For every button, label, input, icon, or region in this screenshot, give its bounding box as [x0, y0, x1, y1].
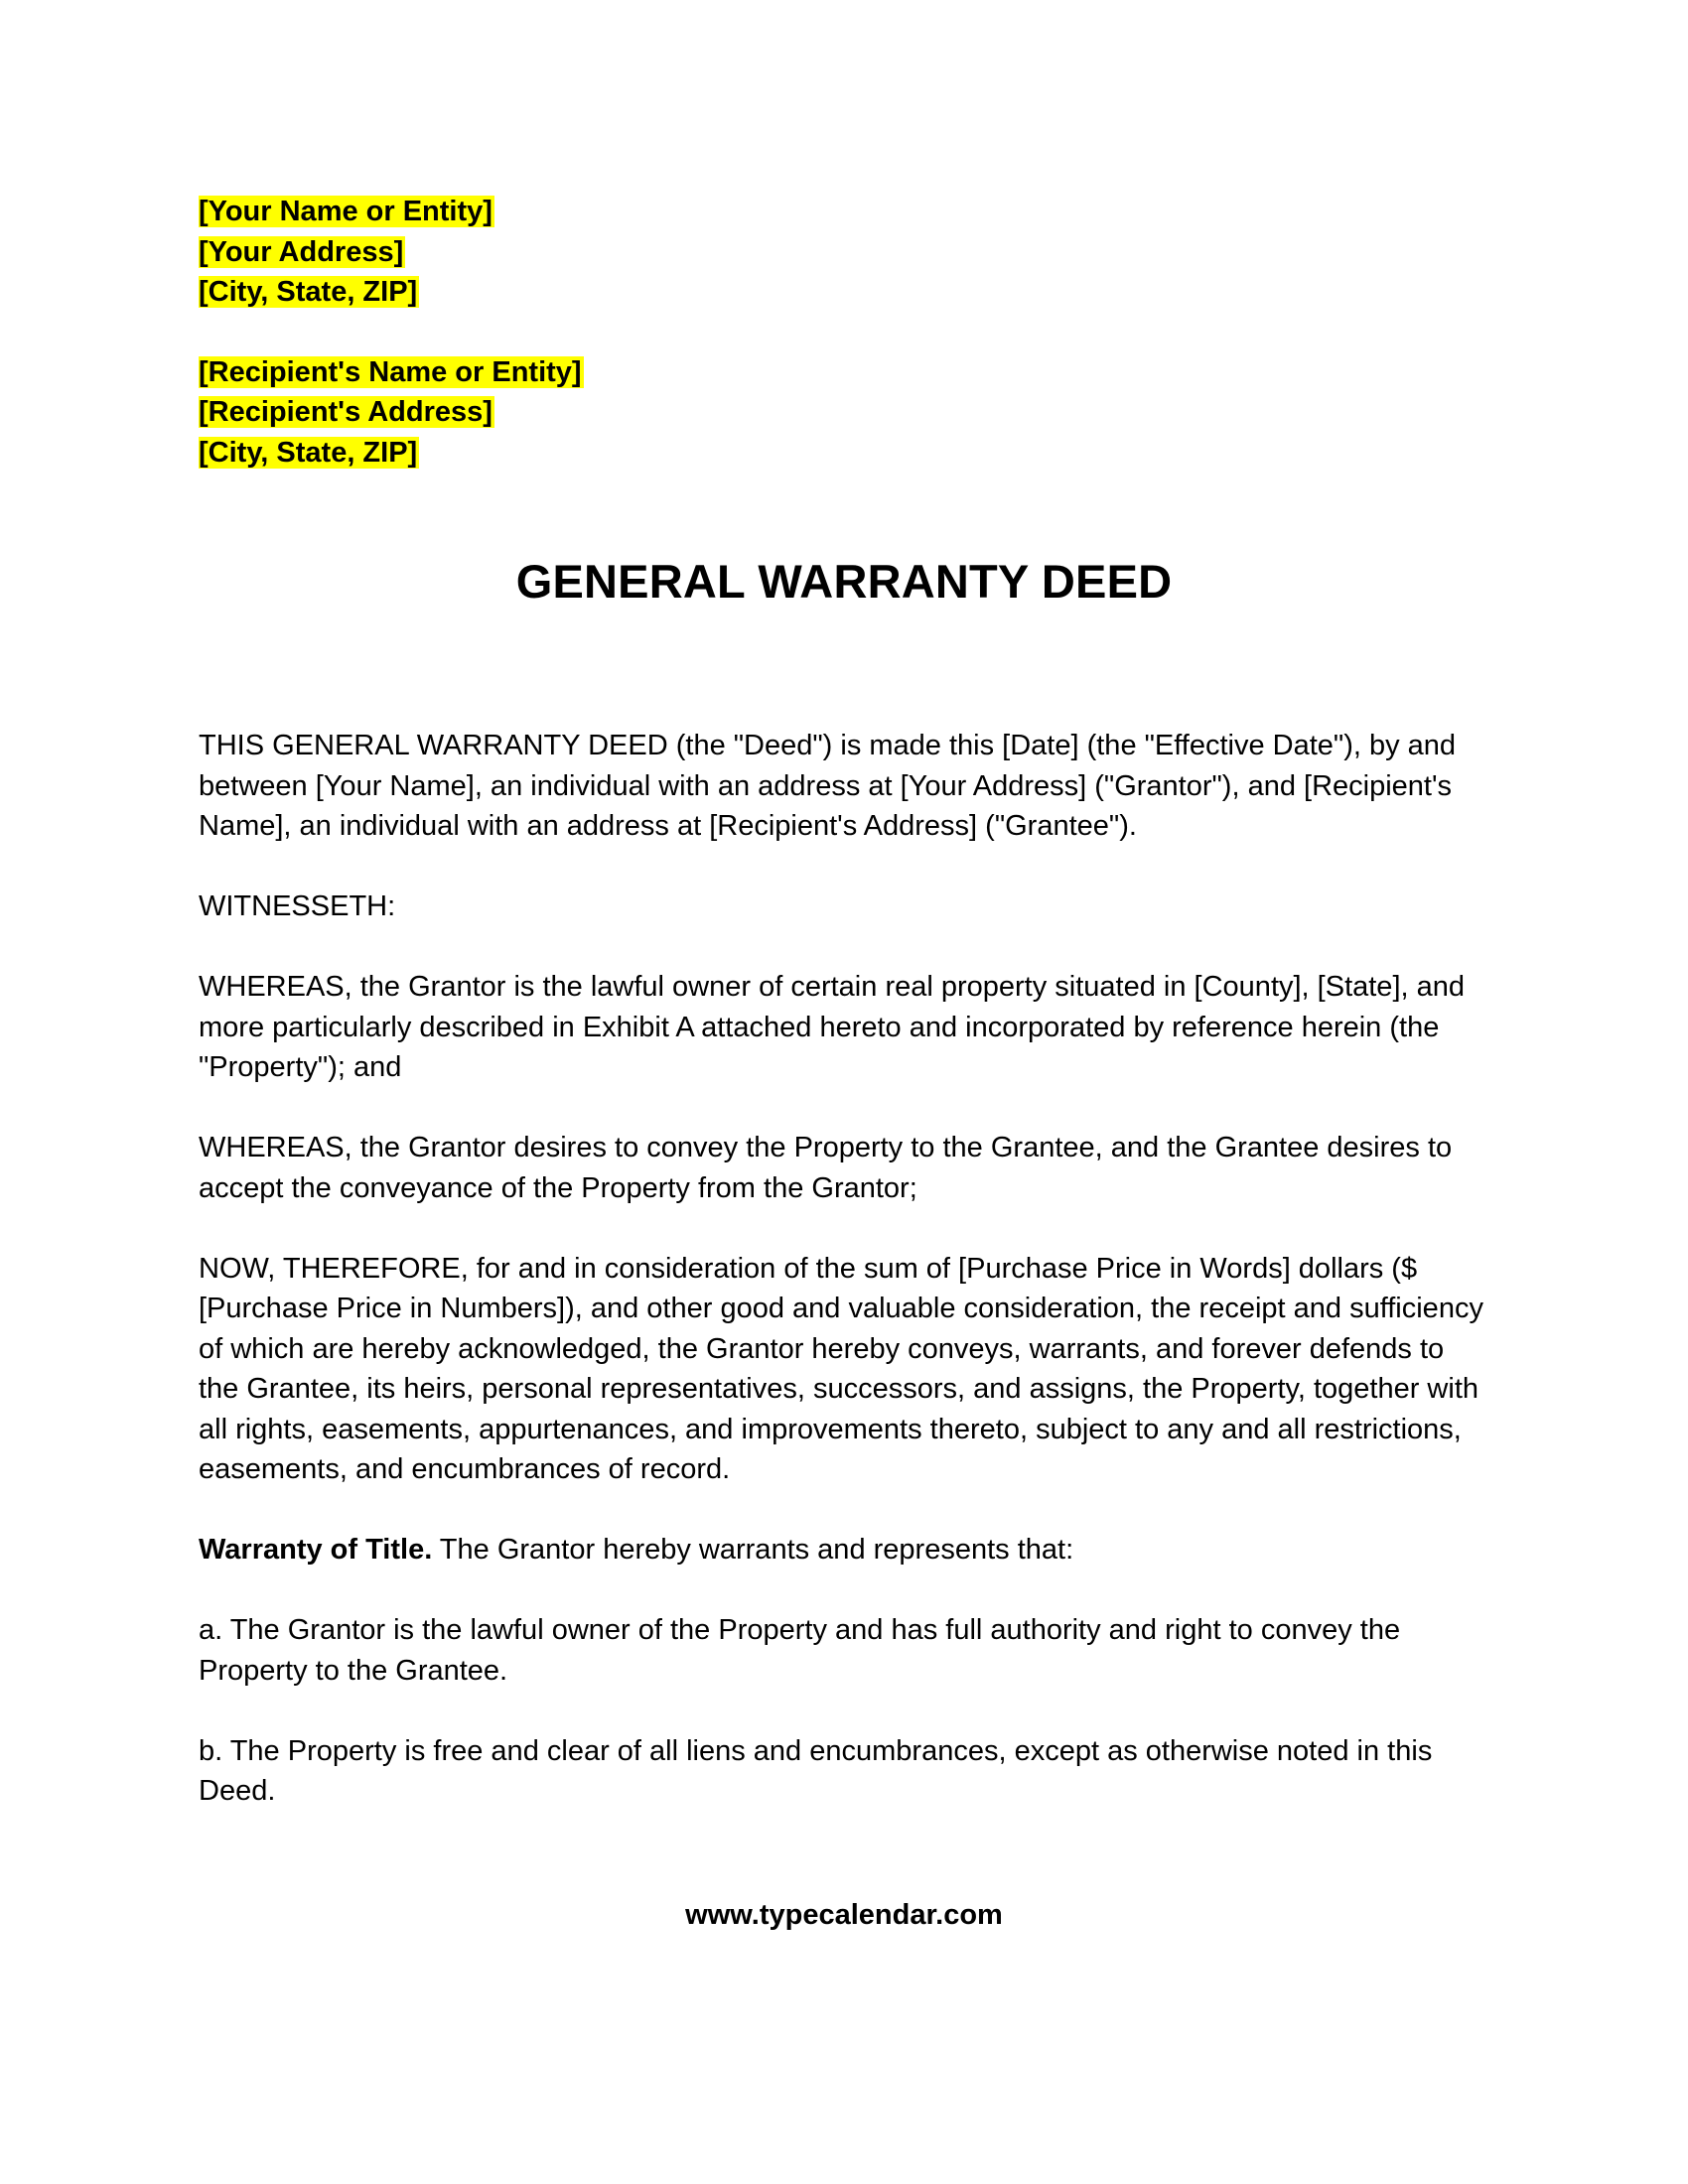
- witnesseth-paragraph: WITNESSETH:: [199, 890, 396, 922]
- recipient-name: [Recipient's Name or Entity]: [199, 355, 582, 388]
- document-title: GENERAL WARRANTY DEED: [515, 555, 1173, 608]
- warranty-heading: Warranty of Title.: [199, 1534, 433, 1566]
- intro-paragraph: THIS GENERAL WARRANTY DEED (the "Deed") is made this [Date] (the "Effective Date"), by and between [Your Name], an individual with an address at [Your Address] ("Grantor"), and [Recipient's Name], an individual with an address at [Recipient's Address] ("Grantee").: [199, 730, 1457, 842]
- whereas-paragraph-2: WHEREAS, the Grantor desires to convey the Property to the Grantee, and the Grantee desires to accept the conveyance of the Property from the Grantor;: [199, 1132, 1453, 1204]
- warranty-text: The Grantor hereby warrants and represents that:: [432, 1534, 1074, 1566]
- footer-website: www.typecalendar.com: [685, 1899, 1003, 1931]
- sender-address: [Your Address]: [199, 235, 404, 268]
- sender-address-line: [199, 232, 1489, 273]
- sender-city-line: [199, 272, 1489, 313]
- recipient-city-state-zip: [City, State, ZIP]: [199, 436, 418, 469]
- address-spacer: [199, 313, 1489, 352]
- recipient-address: [Recipient's Address]: [199, 396, 492, 428]
- whereas-paragraph-1: WHEREAS, the Grantor is the lawful owner of certain real property situated in [County], [State], and more particularly described in Exhibit A attached hereto and incorporated by reference herein (the "Property"); and: [199, 971, 1465, 1083]
- recipient-city-line: [199, 433, 1489, 474]
- warranty-paragraph: [199, 1530, 1489, 1570]
- recipient-address-line: [199, 392, 1489, 433]
- recipient-address-block: [199, 352, 1489, 474]
- sender-name-line: [199, 192, 1489, 232]
- document-content: [199, 192, 1489, 1807]
- warranty-item-b: b. The Property is free and clear of all liens and encumbrances, except as otherwise noted in this Deed.: [199, 1734, 1433, 1807]
- warranty-item-a: a. The Grantor is the lawful owner of the Property and has full authority and right to convey the Property to the Grantee.: [199, 1614, 1401, 1687]
- sender-name: [Your Name or Entity]: [199, 196, 492, 227]
- sender-city-state-zip: [City, State, ZIP]: [199, 276, 418, 308]
- sender-address-block: [199, 192, 1489, 313]
- deed-body: [199, 726, 1489, 1851]
- now-therefore-paragraph: NOW, THEREFORE, for and in consideration of the sum of [Purchase Price in Words] dollars ($ [Purchase Price in Numbers]), and other good and valuable consideration, the receipt and sufficiency of which are hereby acknowledged, the Grantor hereby conveys, warrants, and forever defends to the Grantee, its heirs, personal representatives, successors, and assigns, the Property, together with all rights, easements, appurtenances, and improvements thereto, subject to any and all restrictions, easements, and encumbrances of record.: [199, 1252, 1483, 1485]
- recipient-name-line: [199, 352, 1489, 393]
